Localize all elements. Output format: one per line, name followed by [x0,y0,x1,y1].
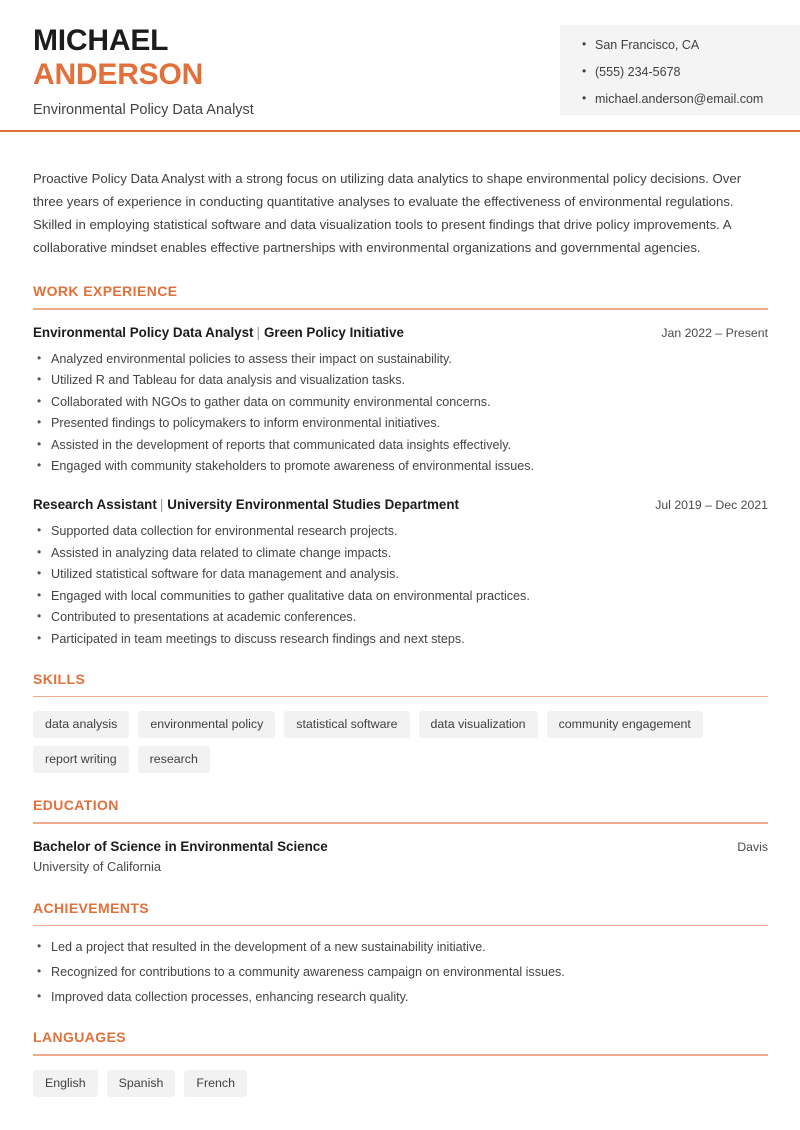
list-item: • Supported data collection for environmental research projects. [33,524,767,539]
work-entry-role: Environmental Policy Data Analyst [33,324,254,340]
skill-chip: report writing [33,746,129,773]
education-location: Davis [737,839,768,854]
section-title-education: EDUCATION [33,797,119,813]
work-entry-bullets [33,352,767,475]
last-name: ANDERSON [33,58,204,91]
work-entry-title [33,496,459,514]
contact-list [582,38,784,106]
work-entry [33,324,767,475]
language-chip: English [33,1070,98,1097]
skills-chip-list [33,711,773,773]
work-entry-date: Jul 2019 – Dec 2021 [655,498,768,512]
list-item: • Engaged with local communities to gather qualitative data on environmental practices. [33,589,767,604]
skill-chip: data visualization [419,711,538,738]
section-work-experience [33,283,767,647]
skill-chip: community engagement [547,711,703,738]
section-divider [33,1054,768,1056]
list-item: • Assisted in the development of reports that communicated data insights effectively. [33,438,767,453]
contact-info-box [560,25,800,115]
section-achievements [33,900,767,1006]
list-item: • Assisted in analyzing data related to climate change impacts. [33,546,767,561]
skill-chip: statistical software [284,711,409,738]
list-item: • Contributed to presentations at academic conferences. [33,610,767,625]
language-chip: Spanish [107,1070,176,1097]
list-item: • Analyzed environmental policies to assess their impact on sustainability. [33,352,767,367]
resume-header [0,0,800,131]
list-item: • Led a project that resulted in the development of a new sustainability initiative. [33,940,767,955]
resume-content [0,131,800,1097]
section-title-work-experience: WORK EXPERIENCE [33,283,178,299]
work-entry-date: Jan 2022 – Present [661,325,768,340]
skill-chip: data analysis [33,711,129,738]
section-divider [33,308,768,310]
language-chip: French [184,1070,247,1097]
work-entry [33,496,767,647]
list-item: • Collaborated with NGOs to gather data on community environmental concerns. [33,395,767,410]
work-entry-bullets [33,524,767,647]
contact-location: • San Francisco, CA [582,38,784,52]
section-title-skills: SKILLS [33,670,86,687]
education-entry-header [33,838,768,856]
education-institution: University of California [33,858,162,874]
work-entry-organization: University Environmental Studies Department [167,497,459,512]
title-separator: | [256,324,260,340]
contact-phone[interactable]: • (555) 234-5678 [582,65,784,79]
education-entry [33,838,767,876]
contact-email[interactable]: • michael.anderson@email.com [582,92,784,106]
section-divider [33,822,768,824]
languages-chip-list [33,1070,773,1097]
education-degree: Bachelor of Science in Environmental Science [33,838,328,854]
achievements-list [33,940,767,1005]
work-entry-header [33,324,768,342]
section-divider [33,925,768,927]
identity-block [33,24,254,119]
list-item: • Recognized for contributions to a community awareness campaign on environmental issues. [33,965,767,980]
title-separator: | [159,497,164,512]
list-item: • Improved data collection processes, enhancing research quality. [33,990,767,1005]
section-title-achievements: ACHIEVEMENTS [33,899,150,916]
professional-summary: Proactive Policy Data Analyst with a strong focus on utilizing data analytics to shape environmental policy decisions. Over three years of experience in conducting quantitative analyses to evaluate the effectiveness of environmental regulations. Skilled in employing statistical software and data visualization tools to present findings that drive policy improvements. A collaborative mindset enables effective partnerships with environmental organizations and governmental agencies. [33,171,742,255]
list-item: • Engaged with community stakeholders to promote awareness of environmental issues. [33,459,767,474]
skill-chip: environmental policy [138,711,275,738]
list-item: • Presented findings to policymakers to inform environmental initiatives. [33,416,767,431]
list-item: • Utilized R and Tableau for data analysis and visualization tasks. [33,373,767,388]
list-item: • Utilized statistical software for data management and analysis. [33,567,767,582]
professional-title: Environmental Policy Data Analyst [33,102,254,118]
list-item: • Participated in team meetings to discuss research findings and next steps. [33,632,767,647]
skill-chip: research [138,746,210,773]
section-education [33,797,767,876]
section-skills [33,671,767,774]
work-entry-role: Research Assistant [33,497,157,512]
work-entry-title [33,324,404,342]
work-entry-header [33,496,768,514]
section-divider [33,696,768,698]
section-languages [33,1029,767,1097]
first-name: MICHAEL [33,24,169,57]
section-title-languages: LANGUAGES [33,1029,127,1045]
work-entry-organization: Green Policy Initiative [264,324,404,340]
header-divider [0,130,800,132]
